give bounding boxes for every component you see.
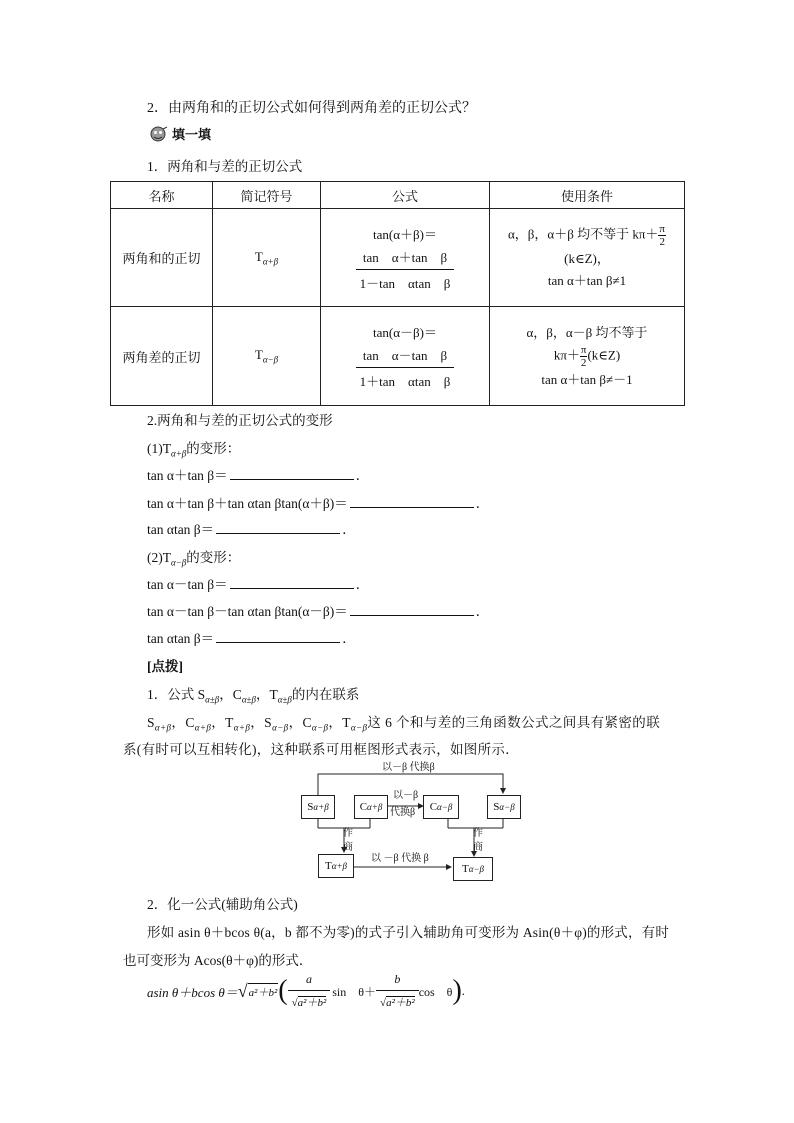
section2-title: 2.两角和与差的正切公式的变形	[147, 413, 333, 428]
tip2-body-line2: 也可变形为 Acos(θ＋φ)的形式．	[123, 953, 313, 968]
row1-formula: tan(α＋β)＝ $\frac{\text{tan α＋tan β}}{\text{1－tan αtan β}}$	[321, 209, 490, 307]
row2-condition: α，β，α－β 均不等于 kπ＋ $\frac{\pi}{2}$ (k∈Z) tan α＋tan β≠－1	[490, 307, 685, 406]
fill-header-label: 填一填	[172, 127, 212, 142]
tip1-body-line2: 系(有时可以互相转化)，这种联系可用框图形式表示，如图所示．	[123, 742, 519, 757]
fill-header	[149, 124, 211, 143]
diagram-zuo-right: 作	[473, 828, 483, 839]
col-header-formula: 公式	[321, 182, 490, 209]
table-row	[111, 209, 685, 307]
auxiliary-angle-formula: asin θ＋bcos θ＝ √ a²＋b² ( $\frac{a}{\text{√a²＋b²}}$ sin θ＋ $\frac{b}{\text{√a²＋b²}}$ cos θ ) .	[147, 972, 466, 1009]
diagram-shang-right: 商	[473, 842, 483, 853]
formula-relation-diagram	[296, 760, 526, 885]
blank-field[interactable]	[350, 603, 474, 616]
col-header-symbol: 简记符号	[213, 182, 321, 209]
tip-header: [点拨]	[147, 659, 183, 674]
tangent-formula-table	[110, 181, 685, 406]
variant1-line2: tan α＋tan β＋tan αtan βtan(α＋β)＝ ．	[147, 496, 490, 511]
cartoon-face-icon	[149, 125, 169, 143]
blank-field[interactable]	[230, 467, 354, 480]
row2-symbol: $T_{\alpha-\beta}$	[213, 307, 321, 406]
variant1-line3: tan αtan β＝ ．	[147, 522, 356, 537]
section1-title: 1．两角和与差的正切公式	[147, 159, 303, 174]
variant2-line2: tan α－tan β－tan αtan βtan(α－β)＝ ．	[147, 604, 490, 619]
diagram-mid-label-2: 代换β	[390, 807, 416, 818]
diagram-bottom-label: 以 －β 代换 β	[371, 853, 429, 864]
diagram-zuo-left: 作	[343, 828, 353, 839]
diagram-mid-label-1: 以－β	[393, 790, 419, 801]
col-header-condition: 使用条件	[490, 182, 685, 209]
blank-field[interactable]	[216, 521, 340, 534]
row1-symbol: $T_{\alpha+\beta}$	[213, 209, 321, 307]
col-header-name: 名称	[111, 182, 213, 209]
box-c-plus: C α+β	[354, 795, 388, 819]
box-s-plus: S α+β	[301, 795, 335, 819]
row1-condition: α，β，α＋β 均不等于 kπ＋ $\frac{\pi}{2}$ (k∈Z)， tan α＋tan β≠1	[490, 209, 685, 307]
tip1-body-line1: $S_{\alpha+\beta}$，$C_{\alpha+\beta}$，$T_{\alpha+\beta}$，$S_{\alpha-\beta}$，$C_{\alpha-\beta}$，$T_{\alpha-\beta}$这 6 个和与差的三角函数公式之间具有紧密的联	[147, 715, 661, 733]
tip2-title: 2．化一公式(辅助角公式)	[147, 897, 298, 912]
variant1-line1: tan α＋tan β＝ ．	[147, 468, 370, 483]
box-s-minus: S α−β	[487, 795, 521, 819]
blank-field[interactable]	[230, 576, 354, 589]
variant2-line1: tan α－tan β＝ ．	[147, 577, 370, 592]
row1-name: 两角和的正切	[111, 209, 213, 307]
row2-formula: tan(α－β)＝ $\frac{\text{tan α－tan β}}{\text{1＋tan αtan β}}$	[321, 307, 490, 406]
tip2-body-line1: 形如 asin θ＋bcos θ(a，b 都不为零)的式子引入辅助角可变形为 Asin(θ＋φ)的形式，有时	[147, 925, 670, 940]
variant1-title: $(1)T_{\alpha+\beta}$的变形：	[147, 441, 241, 459]
box-t-minus: T α−β	[453, 857, 493, 881]
diagram-shang-left: 商	[343, 842, 353, 853]
blank-field[interactable]	[350, 495, 474, 508]
box-c-minus: C α−β	[423, 795, 459, 819]
box-t-plus: T α+β	[318, 854, 354, 878]
row2-name: 两角差的正切	[111, 307, 213, 406]
blank-field[interactable]	[216, 630, 340, 643]
diagram-top-label: 以－β 代换β	[382, 762, 435, 773]
question-text: 2．由两角和的正切公式如何得到两角差的正切公式？	[147, 101, 476, 116]
variant2-line3: tan αtan β＝ ．	[147, 631, 356, 646]
variant2-title: $(2)T_{\alpha-\beta}$的变形：	[147, 550, 241, 568]
table-row	[111, 307, 685, 406]
tip1-title: 1．公式 $S_{\alpha\pm\beta}$，$C_{\alpha\pm\beta}$，$T_{\alpha\pm\beta}$的内在联系	[147, 687, 360, 705]
